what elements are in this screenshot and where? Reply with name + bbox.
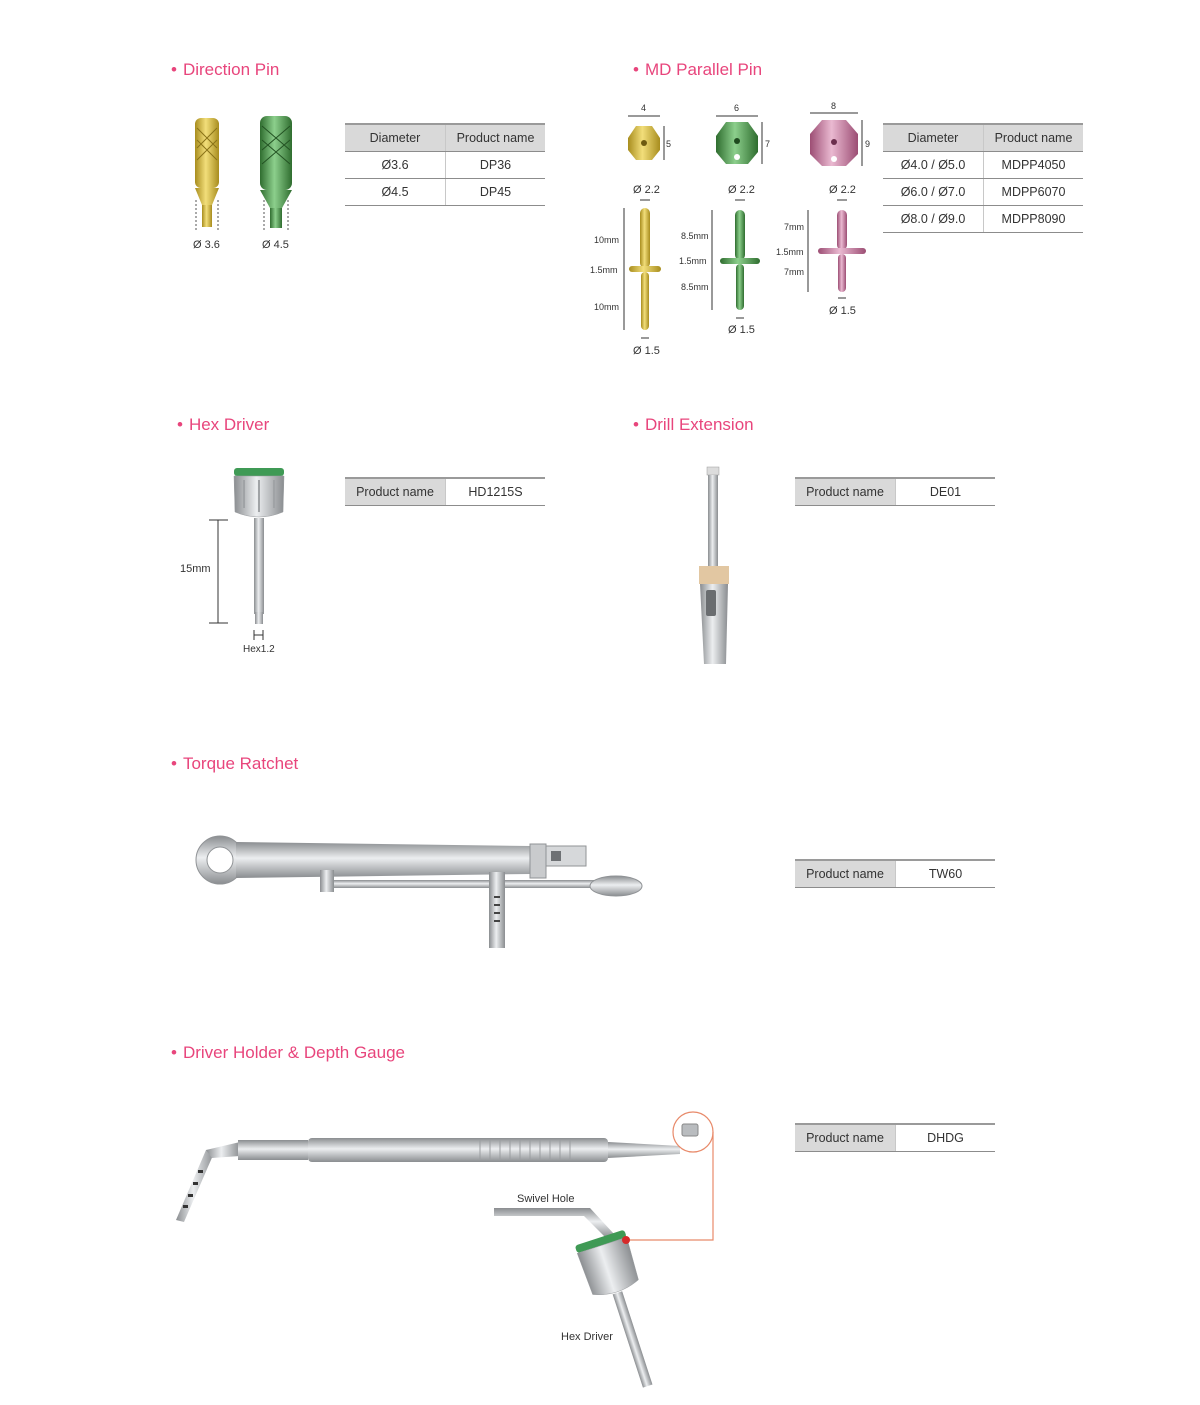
table-header: Product name bbox=[984, 124, 1084, 152]
direction-pin-title: • Direction Pin bbox=[171, 60, 279, 80]
dim-label: 1.5mm bbox=[679, 256, 707, 266]
dim-label: Ø 2.2 bbox=[728, 184, 755, 196]
parallel-pin-top-gold bbox=[628, 116, 664, 160]
dim-label: 4 bbox=[641, 103, 647, 113]
dim-label: Ø 1.5 bbox=[728, 324, 755, 336]
dim-label: Ø 2.2 bbox=[829, 184, 856, 196]
table-header: Product name bbox=[446, 124, 546, 152]
product-cell: MDPP4050 bbox=[984, 152, 1084, 179]
drill-extension-title: • Drill Extension bbox=[633, 415, 754, 435]
table-header: Diameter bbox=[883, 124, 984, 152]
product-cell: DP36 bbox=[446, 152, 546, 179]
hex-driver-illustration bbox=[209, 468, 284, 640]
parallel-pin-top-green bbox=[716, 116, 762, 164]
dim-label: 7mm bbox=[784, 222, 804, 232]
hex-driver-title: • Hex Driver bbox=[177, 415, 269, 435]
product-label-cell: Product name bbox=[795, 478, 896, 506]
product-cell: TW60 bbox=[896, 860, 996, 888]
tip-label: Hex1.2 bbox=[243, 644, 275, 655]
md-parallel-pin-title: • MD Parallel Pin bbox=[633, 60, 762, 80]
diameter-cell: Ø8.0 / Ø9.0 bbox=[883, 206, 984, 233]
parallel-pin-pink bbox=[808, 200, 866, 298]
product-cell: DHDG bbox=[896, 1124, 996, 1152]
parallel-pin-top-pink bbox=[810, 113, 862, 166]
swivel-hole-label: Swivel Hole bbox=[517, 1193, 575, 1205]
dim-label: Ø 1.5 bbox=[829, 305, 856, 317]
product-cell: DP45 bbox=[446, 179, 546, 206]
length-label: 15mm bbox=[180, 563, 211, 575]
dim-label: 8.5mm bbox=[681, 231, 709, 241]
dim-label: 9 bbox=[865, 139, 871, 149]
dim-label: 10mm bbox=[594, 302, 620, 312]
dim-label: 7 bbox=[765, 139, 771, 149]
parallel-pin-green bbox=[712, 200, 760, 318]
product-cell: HD1215S bbox=[446, 478, 546, 506]
hex-driver-label: Hex Driver bbox=[561, 1331, 613, 1343]
dim-label: 1.5mm bbox=[590, 265, 618, 275]
diameter-cell: Ø3.6 bbox=[345, 152, 446, 179]
torque-ratchet-title: • Torque Ratchet bbox=[171, 754, 298, 774]
dim-label: Ø 4.5 bbox=[262, 239, 289, 251]
dim-label: Ø 2.2 bbox=[633, 184, 660, 196]
torque-ratchet-illustration bbox=[196, 836, 642, 948]
dim-label: 1.5mm bbox=[776, 247, 804, 257]
dim-label: Ø 1.5 bbox=[633, 345, 660, 357]
direction-pin-green bbox=[260, 116, 292, 232]
dim-label: 8 bbox=[831, 101, 837, 111]
drill-extension-illustration bbox=[699, 467, 729, 664]
direction-pin-gold bbox=[195, 118, 219, 232]
table-header: Diameter bbox=[345, 124, 446, 152]
product-cell: DE01 bbox=[896, 478, 996, 506]
driver-holder-illustration bbox=[176, 1112, 713, 1394]
product-label-cell: Product name bbox=[795, 860, 896, 888]
diameter-cell: Ø6.0 / Ø7.0 bbox=[883, 179, 984, 206]
diameter-cell: Ø4.0 / Ø5.0 bbox=[883, 152, 984, 179]
dim-label: 10mm bbox=[594, 235, 620, 245]
parallel-pin-gold bbox=[624, 200, 661, 338]
dim-label: 6 bbox=[734, 103, 740, 113]
product-label-cell: Product name bbox=[345, 478, 446, 506]
product-cell: MDPP6070 bbox=[984, 179, 1084, 206]
dim-label: 8.5mm bbox=[681, 282, 709, 292]
driver-holder-title: • Driver Holder & Depth Gauge bbox=[171, 1043, 405, 1063]
dim-label: 5 bbox=[666, 139, 672, 149]
dim-label: Ø 3.6 bbox=[193, 239, 220, 251]
product-cell: MDPP8090 bbox=[984, 206, 1084, 233]
diameter-cell: Ø4.5 bbox=[345, 179, 446, 206]
dim-label: 7mm bbox=[784, 267, 804, 277]
product-label-cell: Product name bbox=[795, 1124, 896, 1152]
